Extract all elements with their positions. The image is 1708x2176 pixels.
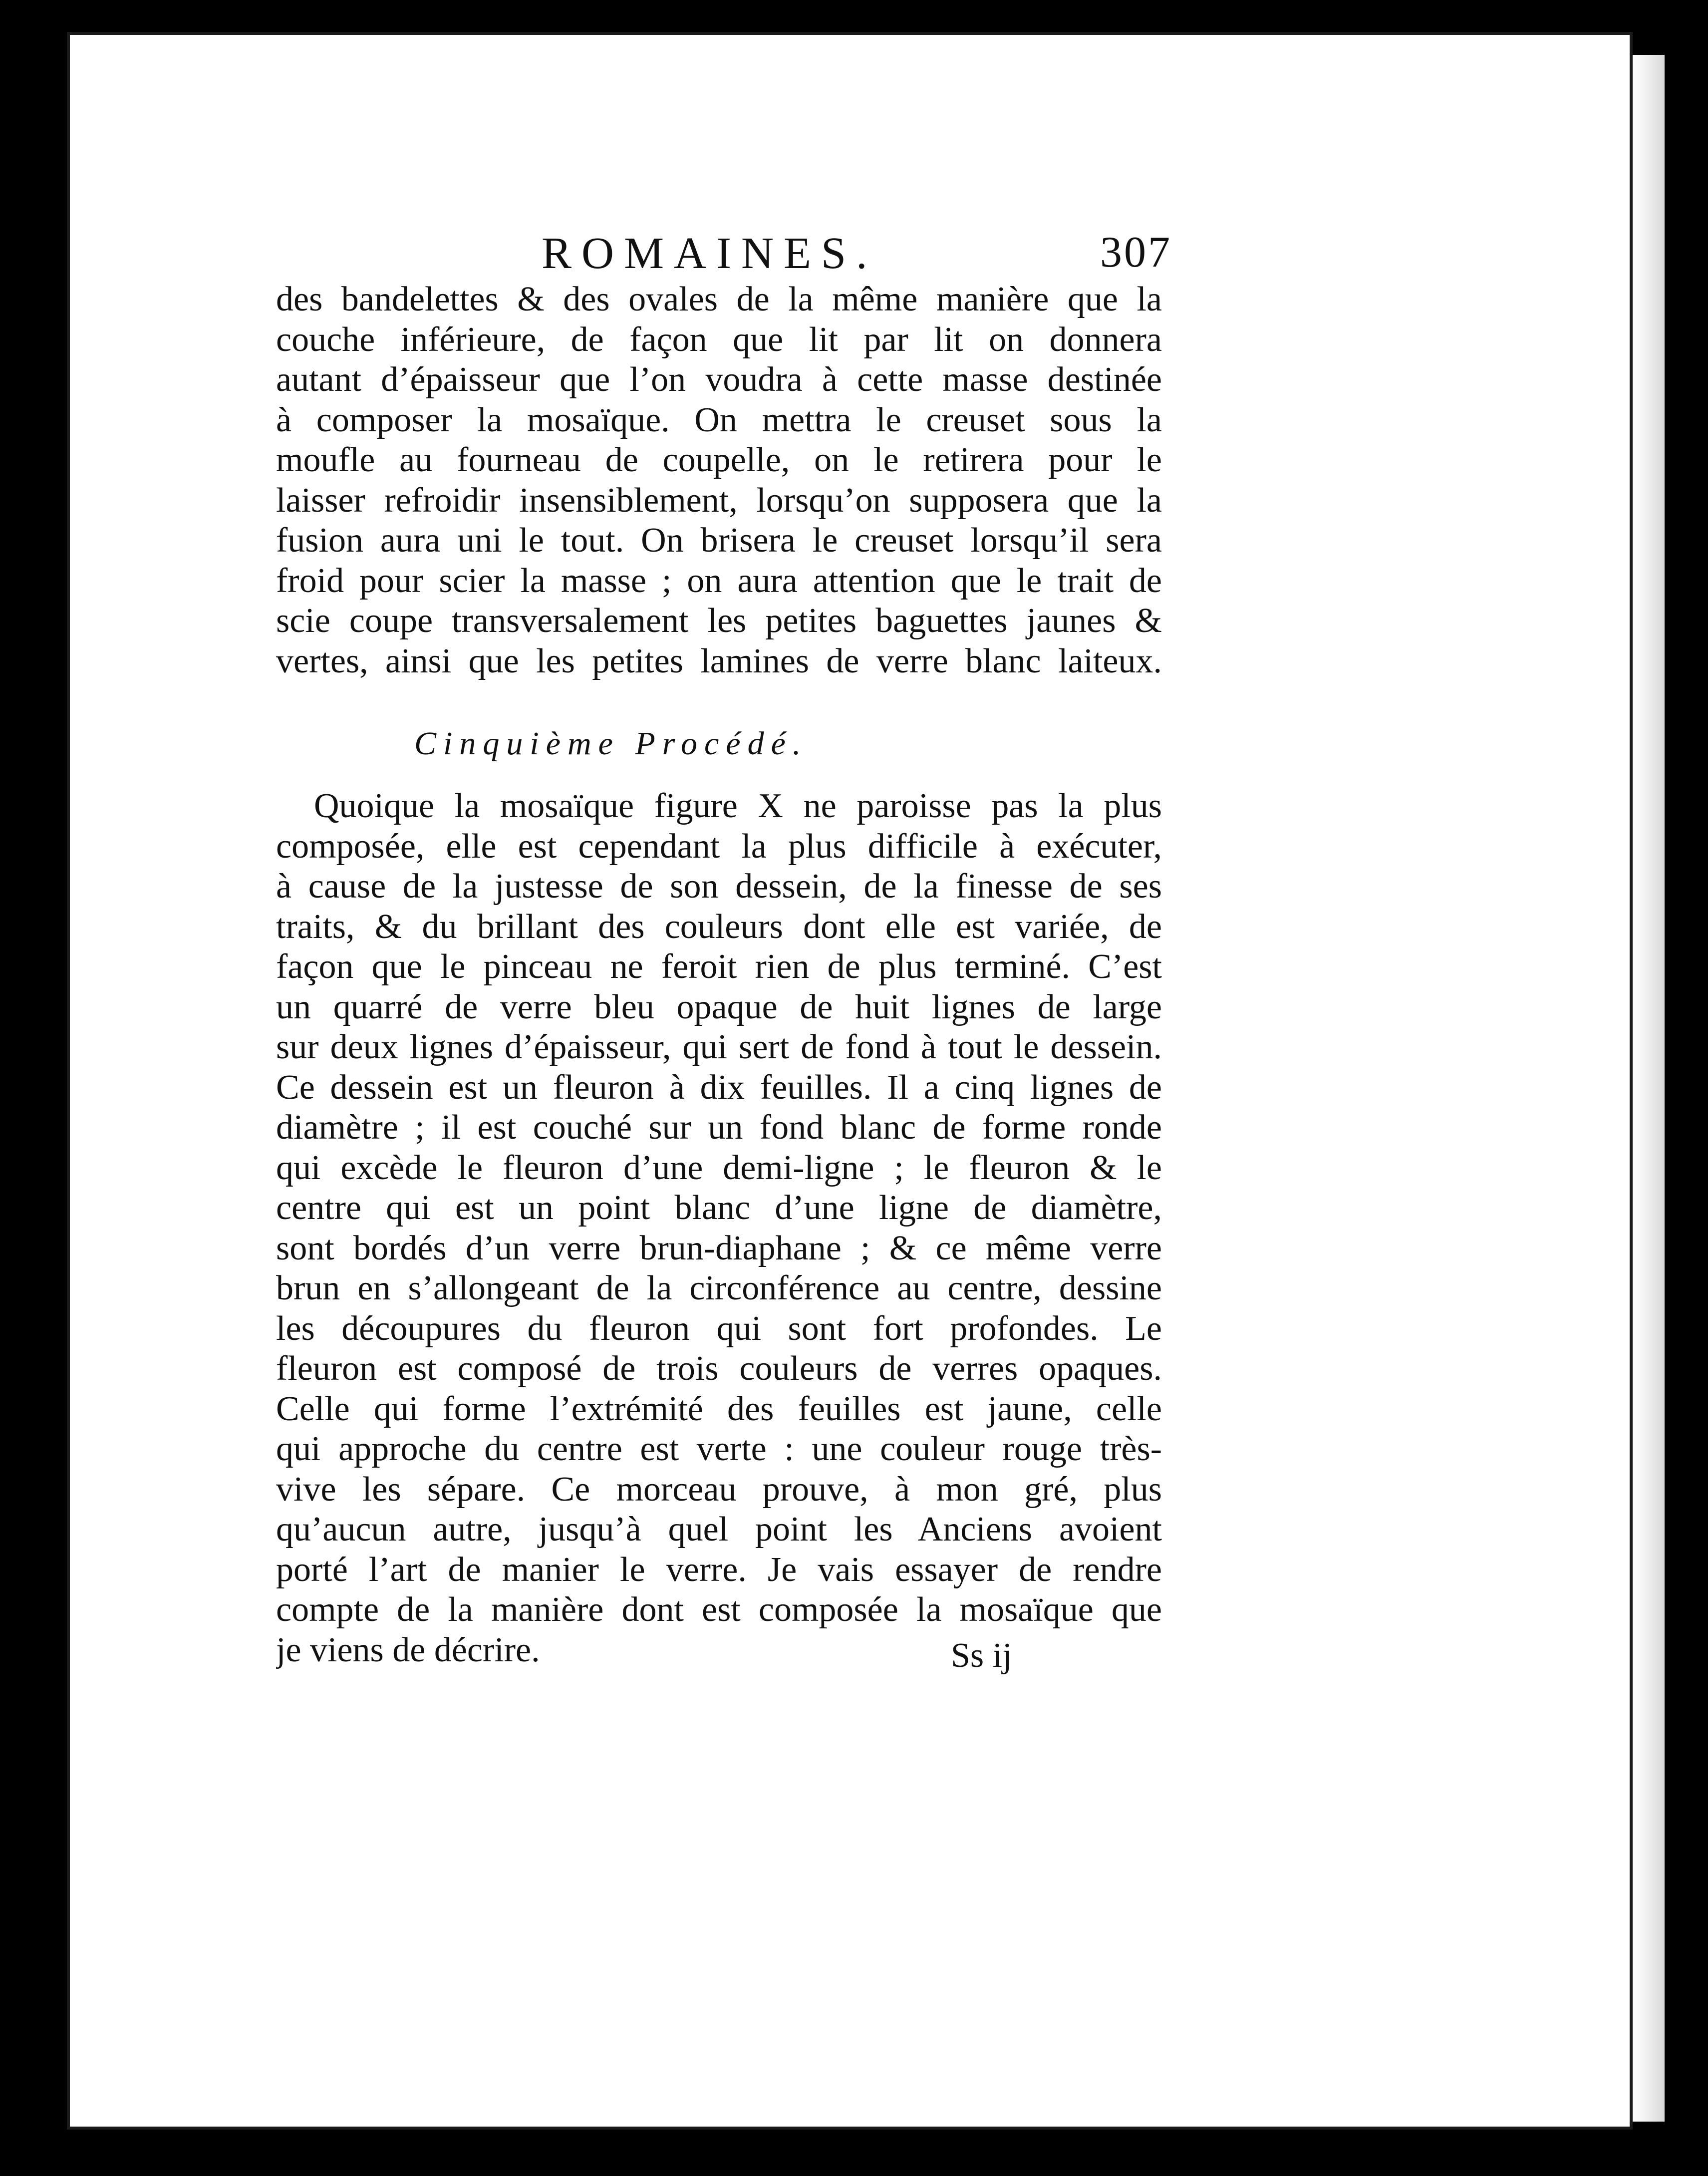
text-line: scie coupe transversalement les petites baguettes jaunes &: [276, 602, 1162, 640]
text-line: autant d’épaisseur que l’on voudra à cette masse destinée: [276, 360, 1162, 399]
text-line: vertes, ainsi que les petites lamines de verre blanc laiteux.: [276, 641, 1162, 680]
running-head: ROMAINES.: [542, 229, 877, 278]
text-line: traits, & du brillant des couleurs dont elle est variée, de: [276, 907, 1162, 946]
text-line: diamètre ; il est couché sur un fond blanc de forme ronde: [276, 1108, 1162, 1147]
page-number: 307: [1100, 228, 1172, 277]
text-line: à composer la mosaïque. On mettra le creuset sous la: [276, 400, 1162, 439]
text-line: qui excède le fleuron d’une demi-ligne ; le fleuron & le: [276, 1148, 1162, 1187]
text-line: Celle qui forme l’extrémité des feuilles est jaune, celle: [276, 1389, 1162, 1428]
text-line: compte de la manière dont est composée la mosaïque que: [276, 1590, 1162, 1629]
text-line: Ce dessein est un fleuron à dix feuilles. Il a cinq lignes de: [276, 1068, 1162, 1107]
text-line: brun en s’allongeant de la circonférence au centre, dessine: [276, 1269, 1162, 1307]
text-line: centre qui est un point blanc d’une ligne de diamètre,: [276, 1189, 1162, 1227]
text-line: froid pour scier la masse ; on aura attention que le trait de: [276, 561, 1162, 600]
paragraph-2: [276, 786, 1162, 1670]
paragraph-1: [276, 280, 1162, 681]
text-line: un quarré de verre bleu opaque de huit lignes de large: [276, 987, 1162, 1026]
text-line: Quoique la mosaïque figure X ne paroisse pas la plus: [314, 787, 1162, 825]
text-line: sur deux lignes d’épaisseur, qui sert de fond à tout le dessein.: [276, 1028, 1162, 1066]
text-line: composée, elle est cependant la plus difficile à exécuter,: [276, 827, 1162, 866]
page-edge: [1630, 55, 1665, 2122]
text-line: fleuron est composé de trois couleurs de verres opaques.: [276, 1349, 1162, 1388]
text-line: à cause de la justesse de son dessein, de la finesse de ses: [276, 867, 1162, 906]
text-line: les découpures du fleuron qui sont fort profondes. Le: [276, 1309, 1162, 1348]
text-line: porté l’art de manier le verre. Je vais essayer de rendre: [276, 1550, 1162, 1589]
text-line: couche inférieure, de façon que lit par lit on donnera: [276, 320, 1162, 359]
text-line: je viens de décrire.: [276, 1630, 540, 1669]
text-line: façon que le pinceau ne feroit rien de plus terminé. C’est: [276, 947, 1162, 986]
signature-mark: Ss ij: [951, 1636, 1012, 1675]
text-line: fusion aura uni le tout. On brisera le creuset lorsqu’il sera: [276, 521, 1162, 560]
text-line: laisser refroidir insensiblement, lorsqu’on supposera que la: [276, 481, 1162, 520]
text-line: moufle au fourneau de coupelle, on le retirera pour le: [276, 441, 1162, 479]
text-line: des bandelettes & des ovales de la même manière que la: [276, 280, 1162, 318]
text-line: qu’aucun autre, jusqu’à quel point les Anciens avoient: [276, 1510, 1162, 1549]
section-heading: Cinquième Procédé.: [414, 725, 808, 762]
text-line: qui approche du centre est verte : une couleur rouge très-: [276, 1430, 1162, 1468]
text-line: sont bordés d’un verre brun-diaphane ; & ce même verre: [276, 1229, 1162, 1267]
text-line: vive les sépare. Ce morceau prouve, à mon gré, plus: [276, 1470, 1162, 1509]
